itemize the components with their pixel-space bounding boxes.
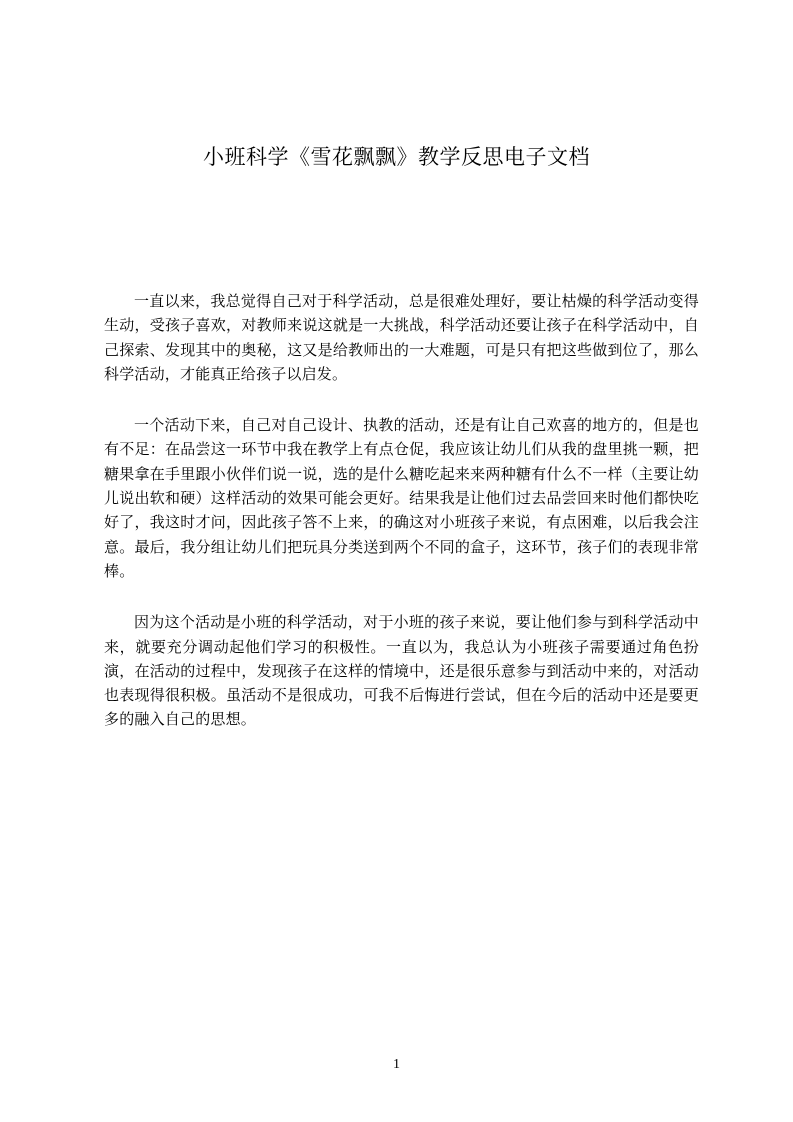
document-body	[104, 289, 699, 759]
document-title: 小班科学《雪花飘飘》教学反思电子文档	[203, 145, 590, 169]
paragraph-1: 一直以来，我总觉得自己对于科学活动，总是很难处理好，要让枯燥的科学活动变得生动，受孩子喜欢，对教师来说这就是一大挑战，科学活动还要让孩子在科学活动中，自己探索、发现其中的奥秘，这又是给教师出的一大难题，可是只有把这些做到位了，那么科学活动，才能真正给孩子以启发。	[104, 292, 699, 383]
page-number: 1	[393, 1057, 400, 1072]
paragraph-2: 一个活动下来，自己对自己设计、执教的活动，还是有让自己欢喜的地方的，但是也有不足：在品尝这一环节中我在教学上有点仓促，我应该让幼儿们从我的盘里挑一颗，把糖果拿在手里跟小伙伴们说一说，选的是什么糖吃起来来两种糖有什么不一样（主要让幼儿说出软和硬）这样活动的效果可能会更好。结果我是让他们过去品尝回来时他们都快吃好了，我这时才问，因此孩子答不上来，的确这对小班孩子来说，有点困难，以后我会注意。最后，我分组让幼儿们把玩具分类送到两个不同的盒子，这环节，孩子们的表现非常棒。	[104, 416, 699, 580]
paragraph-3: 因为这个活动是小班的科学活动，对于小班的孩子来说，要让他们参与到科学活动中来，就要充分调动起他们学习的积极性。一直以为，我总认为小班孩子需要通过角色扮演，在活动的过程中，发现孩子在这样的情境中，还是很乐意参与到活动中来的，对活动也表现得很积极。虽活动不是很成功，可我不后悔进行尝试，但在今后的活动中还是要更多的融入自己的思想。	[104, 613, 699, 729]
